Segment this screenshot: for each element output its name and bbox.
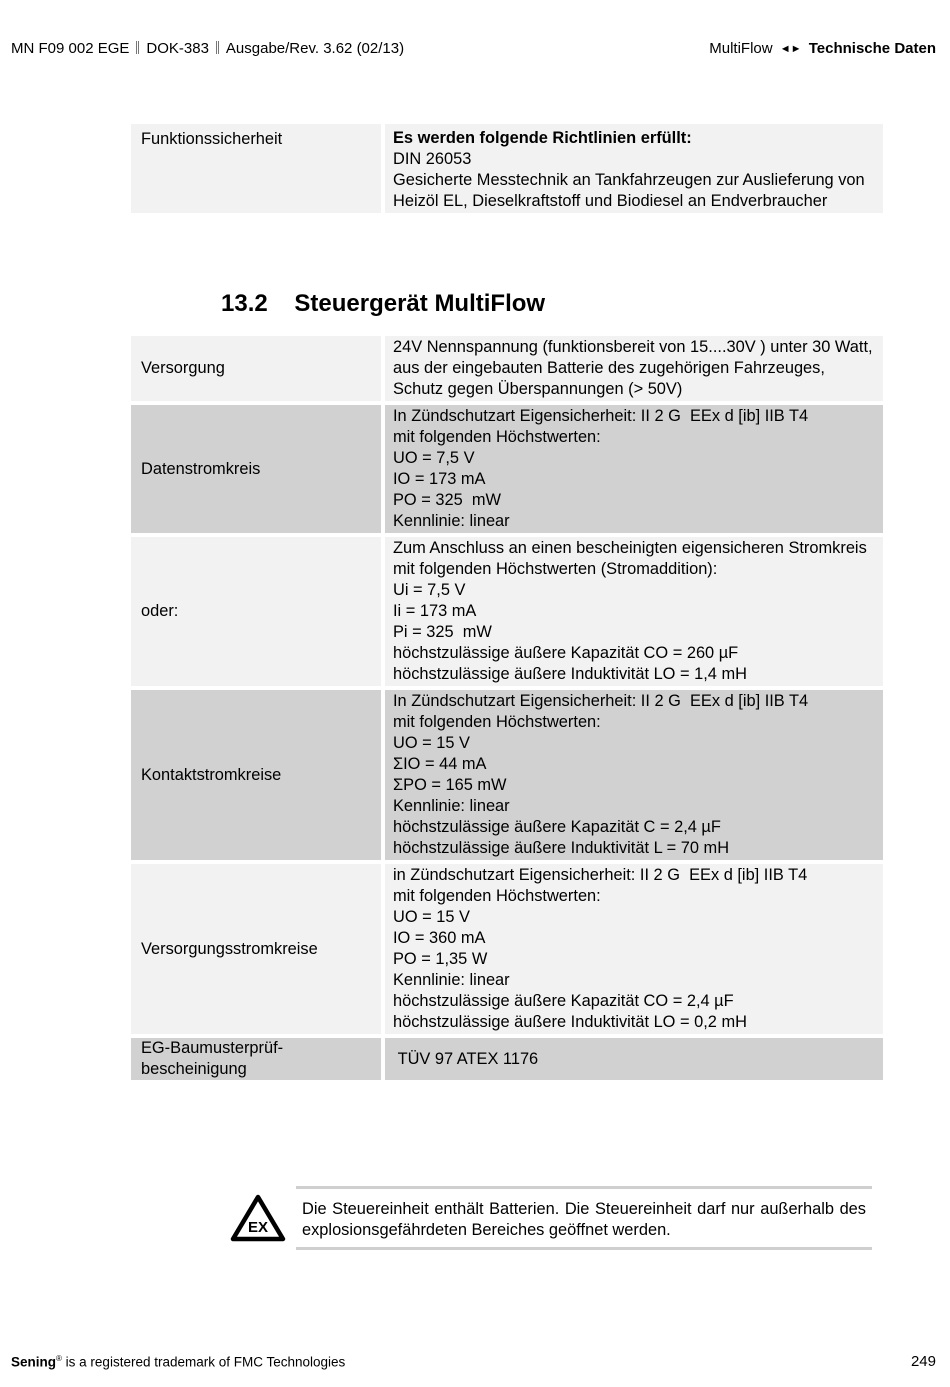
brand-name: Sening [11, 1354, 57, 1370]
row-value-line: ΣIO = 44 mA [393, 755, 487, 773]
row-value-line: Pi = 325 mW [393, 623, 492, 641]
row-value-line: UO = 7,5 V [393, 449, 475, 467]
row-value-line: Kennlinie: linear [393, 971, 510, 989]
table-row [131, 124, 883, 213]
table-row [131, 1038, 883, 1080]
row-value-line: höchstzulässige äußere Induktivität L = 70 mH [393, 839, 730, 857]
row-key: oder: [131, 537, 381, 686]
row-value-line: mit folgenden Höchstwerten: [393, 887, 601, 905]
nav-arrows-icon: ◄► [779, 43, 802, 55]
row-value [385, 405, 883, 533]
row-value-line: IO = 173 mA [393, 470, 486, 488]
row-value-line: PO = 1,35 W [393, 950, 488, 968]
row-value-line: IO = 360 mA [393, 929, 486, 947]
row-value-heading: Es werden folgende Richtlinien erfüllt: [393, 129, 692, 147]
table-row [131, 864, 883, 1034]
warning-text: Die Steuereinheit enthält Batterien. Die Steuereinheit darf nur außerhalb des explosionsgefährdeten Bereiches geöffnet werden. [302, 1200, 866, 1239]
row-key: Datenstromkreis [131, 405, 381, 533]
row-value-line: In Zündschutzart Eigensicherheit: II 2 G EEx d [ib] IIB T4 [393, 692, 809, 710]
row-value-line: UO = 15 V [393, 908, 470, 926]
row-value-line: aus der eingebauten Batterie des zugehörigen Fahrzeuges, [393, 359, 825, 377]
row-value-line: Ii = 173 mA [393, 602, 477, 620]
functional-safety-table [131, 120, 883, 217]
row-value [385, 336, 883, 401]
table-row [131, 537, 883, 686]
row-value-line: Ui = 7,5 V [393, 581, 466, 599]
row-value-line: in Zündschutzart Eigensicherheit: II 2 G EEx d [ib] IIB T4 [393, 866, 808, 884]
warning-note [230, 1186, 872, 1250]
warning-box [296, 1186, 872, 1250]
row-value-line: PO = 325 mW [393, 491, 501, 509]
row-value-line: UO = 15 V [393, 734, 470, 752]
trademark-text: is a registered trademark of FMC Technologies [61, 1354, 346, 1370]
ex-symbol-label: EX [247, 1219, 269, 1236]
section-heading: Steuergerät MultiFlow [294, 290, 546, 317]
doc-id: MN F09 002 EGE [11, 40, 130, 57]
row-value [385, 864, 883, 1034]
control-unit-spec-table [131, 332, 883, 1084]
row-value [385, 124, 883, 213]
row-value [385, 1038, 883, 1080]
section-name: Technische Daten [808, 40, 936, 57]
table-row [131, 405, 883, 533]
row-value-line: DIN 26053 [393, 150, 472, 168]
row-value-line: In Zündschutzart Eigensicherheit: II 2 G EEx d [ib] IIB T4 [393, 407, 809, 425]
row-value-line: höchstzulässige äußere Induktivität LO = 1,4 mH [393, 665, 747, 683]
row-value-line: ΣPO = 165 mW [393, 776, 507, 794]
table-row [131, 336, 883, 401]
row-value-line: Kennlinie: linear [393, 797, 510, 815]
row-value-line: höchstzulässige äußere Kapazität CO = 260 µF [393, 644, 739, 662]
row-key: EG-Baumusterprüf-bescheinigung [131, 1038, 381, 1080]
row-value-line: 24V Nennspannung (funktionsbereit von 15....30V ) unter 30 Watt, [393, 338, 873, 356]
row-key: Versorgungsstromkreise [131, 864, 381, 1034]
row-value [385, 690, 883, 860]
page-header-left [11, 40, 404, 57]
row-value-line: Gesicherte Messtechnik an Tankfahrzeugen zur Auslieferung von Heizöl EL, Dieselkraftstoff und Biodiesel an Endverbraucher [393, 171, 870, 210]
row-value-line: höchstzulässige äußere Kapazität C = 2,4 µF [393, 818, 721, 836]
header-separator [216, 41, 219, 54]
doc-revision: Ausgabe/Rev. 3.62 (02/13) [225, 40, 405, 57]
table-row [131, 690, 883, 860]
page-number: 249 [910, 1353, 936, 1370]
registered-mark: ® [56, 1354, 62, 1363]
header-separator [136, 41, 139, 54]
row-value-line: mit folgenden Höchstwerten (Stromaddition): [393, 560, 718, 578]
row-key: Kontaktstromkreise [131, 690, 381, 860]
row-value-line: höchstzulässige äußere Kapazität CO = 2,4 µF [393, 992, 734, 1010]
row-value [385, 537, 883, 686]
product-name: MultiFlow [709, 40, 773, 57]
row-value-line: TÜV 97 ATEX 1176 [393, 1049, 539, 1068]
row-key: Funktionssicherheit [131, 124, 381, 213]
row-value-line: Zum Anschluss an einen bescheinigten eigensicheren Stromkreis [393, 539, 867, 557]
ex-warning-icon [230, 1194, 286, 1242]
row-value-line: mit folgenden Höchstwerten: [393, 713, 601, 731]
row-value-line: höchstzulässige äußere Induktivität LO = 0,2 mH [393, 1013, 747, 1031]
page-header-right [709, 40, 936, 57]
doc-ref: DOK-383 [146, 40, 209, 57]
row-key: Versorgung [131, 336, 381, 401]
section-number: 13.2 [221, 290, 268, 317]
row-value-line: mit folgenden Höchstwerten: [393, 428, 601, 446]
section-title [221, 290, 545, 318]
row-value-line: Kennlinie: linear [393, 512, 510, 530]
row-value-line: Schutz gegen Überspannungen (> 50V) [393, 380, 683, 398]
page-footer-trademark [11, 1354, 345, 1370]
